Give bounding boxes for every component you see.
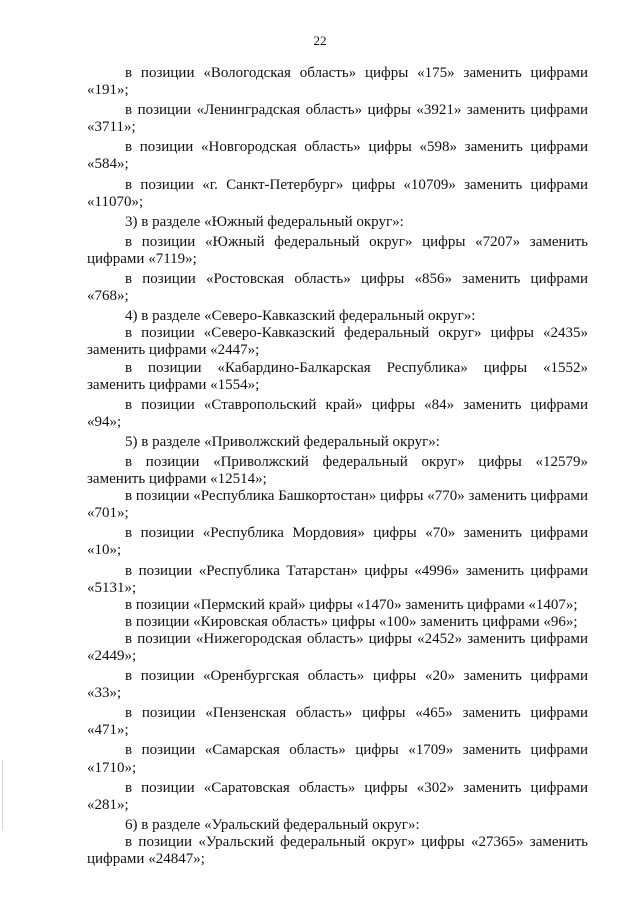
section-heading-volga: 5) в разделе «Приволжский федеральный округ»:: [125, 433, 440, 450]
paragraph-penza: в позиции «Пензенская область» цифры «465» заменить цифрами «471»;: [87, 705, 588, 739]
paragraph-kabardino-balkaria: в позиции «Кабардино-Балкарская Республика» цифры «1552» заменить цифрами «1554»;: [87, 359, 588, 393]
paragraph-orenburg: в позиции «Оренбургская область» цифры «20» заменить цифрами «33»;: [87, 668, 588, 702]
paragraph-north-caucasus-district: в позиции «Северо-Кавказский федеральный округ» цифры «2435» заменить цифрами «2447»;: [87, 325, 588, 359]
paragraph-rostov: в позиции «Ростовская область» цифры «856» заменить цифрами «768»;: [87, 271, 588, 305]
paragraph-vologda: в позиции «Вологодская область» цифры «175» заменить цифрами «191»;: [87, 65, 588, 99]
paragraph-samara: в позиции «Самарская область» цифры «1709» заменить цифрами «1710»;: [87, 742, 588, 776]
section-heading-south: 3) в разделе «Южный федеральный округ»:: [125, 213, 404, 230]
paragraph-mordovia: в позиции «Республика Мордовия» цифры «70» заменить цифрами «10»;: [87, 525, 588, 559]
scan-edge-mark: [2, 760, 3, 830]
paragraph-spb: в позиции «г. Санкт-Петербург» цифры «10709» заменить цифрами «11070»;: [87, 176, 588, 210]
paragraph-stavropol: в позиции «Ставропольский край» цифры «84» заменить цифрами «94»;: [87, 396, 588, 430]
paragraph-leningrad: в позиции «Ленинградская область» цифры «3921» заменить цифрами «3711»;: [87, 102, 588, 136]
paragraph-ural-district: в позиции «Уральский федеральный округ» цифры «27365» заменить цифрами «24847»;: [87, 833, 588, 868]
paragraph-saratov: в позиции «Саратовская область» цифры «302» заменить цифрами «281»;: [87, 779, 588, 813]
paragraph-bashkortostan: в позиции «Республика Башкортостан» цифры «770» заменить цифрами «701»;: [87, 488, 588, 522]
paragraph-perm: в позиции «Пермский край» цифры «1470» заменить цифрами «1407»;: [125, 596, 578, 613]
paragraph-nizhny-novgorod: в позиции «Нижегородская область» цифры «2452» заменить цифрами «2449»;: [87, 630, 588, 664]
document-body: [87, 65, 588, 868]
paragraph-south-district: в позиции «Южный федеральный округ» цифры «7207» заменить цифрами «7119»;: [87, 233, 588, 267]
paragraph-kirov: в позиции «Кировская область» цифры «100» заменить цифрами «96»;: [125, 613, 578, 630]
paragraph-volga-district: в позиции «Приволжский федеральный округ» цифры «12579» заменить цифрами «12514»;: [87, 453, 588, 488]
section-heading-north-caucasus: 4) в разделе «Северо-Кавказский федеральный округ»:: [125, 308, 476, 325]
section-heading-ural: 6) в разделе «Уральский федеральный округ»:: [125, 816, 420, 833]
paragraph-novgorod: в позиции «Новгородская область» цифры «598» заменить цифрами «584»;: [87, 139, 588, 173]
page-number: 22: [313, 33, 327, 48]
paragraph-tatarstan: в позиции «Республика Татарстан» цифры «4996» заменить цифрами «5131»;: [87, 562, 588, 596]
